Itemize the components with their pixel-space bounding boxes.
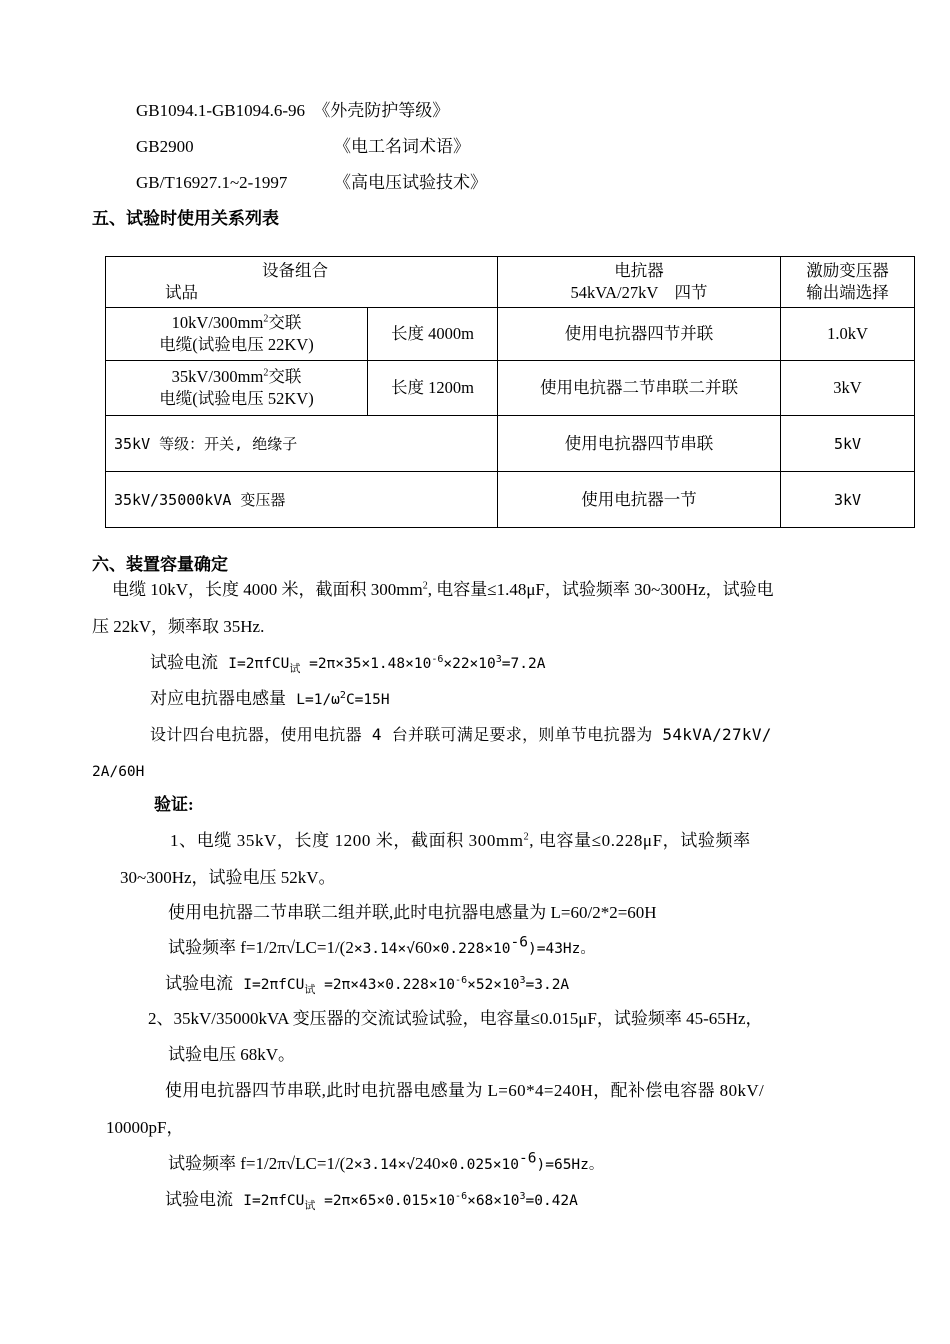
section-heading: 六、装置容量确定 <box>92 555 228 574</box>
text: ×68×10 <box>467 1193 520 1209</box>
header-reactor: 电抗器 <box>614 261 664 280</box>
text: 1、电缆 35kV，长度 1200 米，截面积 300mm <box>170 831 524 850</box>
superscript: 3 <box>519 1191 526 1203</box>
paragraph-line: 2、35kV/35000kVA 变压器的交流试验试验，电容量≤0.015μF，试验频率 45-65Hz， <box>148 1009 763 1028</box>
formula-line <box>165 973 569 996</box>
text: L=1/ω <box>296 692 340 708</box>
sample-cell <box>106 308 368 361</box>
standard-line-2 <box>136 136 470 158</box>
output-cell: 3kV <box>781 361 915 416</box>
header-transformer-output: 输出端选择 <box>806 283 889 302</box>
superscript: 2 <box>523 831 530 843</box>
sample-sup: 2 <box>263 313 269 325</box>
text: 电缆 10kV，长度 4000 米，截面积 300mm <box>112 580 423 599</box>
paragraph-line: 使用电抗器二节串联二组并联,此时电抗器电感量为 L=60/2*2=60H <box>168 903 657 922</box>
text: I=2πfCU <box>243 1193 305 1209</box>
standard-title: 《高电压试验技术》 <box>334 173 487 192</box>
formula-label: 试验电流 <box>165 1190 233 1209</box>
sample-text: 交联 <box>268 313 302 332</box>
text: =2π×43×0.228×10 <box>324 977 456 993</box>
sample-cell: 35kV/35000kVA 变压器 <box>106 472 498 528</box>
header-reactor-spec: 54kVA/27kV 四节 <box>570 283 708 302</box>
text: =3.2A <box>525 977 570 993</box>
reactor-cell: 使用电抗器一节 <box>498 472 781 528</box>
output-cell: 1.0kV <box>781 308 915 361</box>
sample-sup: 2 <box>263 367 269 379</box>
text: ×0.228×10 <box>431 941 511 957</box>
formula-line <box>168 1150 604 1176</box>
sample-text: 10kV/300mm <box>171 313 264 332</box>
superscript: -6 <box>510 934 528 951</box>
text: , 电容量≤1.48μF，试验频率 30~300Hz，试验电 <box>427 580 774 599</box>
paragraph-line <box>170 830 751 852</box>
superscript: -6 <box>455 1191 468 1203</box>
paragraph-line: 10000pF， <box>106 1118 184 1137</box>
formula-line <box>150 652 545 675</box>
sample-cell: 35kV 等级：开关, 绝缘子 <box>106 416 498 472</box>
standard-title: 《外壳防护等级》 <box>313 101 450 120</box>
text: ×52×10 <box>467 977 520 993</box>
text: ×3.14×√ <box>353 941 415 957</box>
paragraph-line: 设计四台电抗器，使用电抗器 4 台并联可满足要求，则单节电抗器为 54kVA/27kV/ <box>150 725 772 744</box>
output-cell: 5kV <box>781 416 915 472</box>
formula-label: 对应电抗器电感量 <box>150 689 286 708</box>
formula-line <box>165 1189 578 1212</box>
superscript: -6 <box>431 654 444 666</box>
paragraph-line: 2A/60H <box>92 764 145 780</box>
section-heading: 五、试验时使用关系列表 <box>92 209 279 228</box>
text: 试验频率 f=1/2π√LC=1/(2 <box>168 1154 354 1173</box>
reactor-cell: 使用电抗器二节串联二并联 <box>498 361 781 416</box>
paragraph-line: 30~300Hz，试验电压 52kV。 <box>120 868 336 887</box>
formula <box>296 692 389 708</box>
text: ×3.14×√ <box>353 1157 415 1173</box>
text: =2π×35×1.48×10 <box>309 656 432 672</box>
table-row <box>106 308 915 361</box>
table-header-row <box>106 257 915 308</box>
superscript: -6 <box>455 975 468 987</box>
subscript: 试 <box>289 661 301 675</box>
standard-code: GB2900 <box>136 137 194 156</box>
formula <box>228 654 546 675</box>
formula-line <box>150 688 390 711</box>
text: ×0.025×10 <box>440 1157 520 1173</box>
formula-label: 试验电流 <box>150 653 218 672</box>
superscript: 3 <box>495 654 502 666</box>
text: I=2πfCU <box>228 656 290 672</box>
standard-title: 《电工名词术语》 <box>334 137 470 156</box>
formula <box>243 975 570 996</box>
standard-line-1 <box>136 100 449 122</box>
standard-code: GB/T16927.1~2-1997 <box>136 173 288 192</box>
sample-text: 电缆(试验电压 52KV) <box>159 389 314 408</box>
text: I=2πfCU <box>243 977 305 993</box>
text: =0.42A <box>525 1193 578 1209</box>
length-cell: 长度 1200m <box>368 361 498 416</box>
superscript: 3 <box>519 975 526 987</box>
header-sample: 试品 <box>165 283 198 302</box>
output-cell: 3kV <box>781 472 915 528</box>
standard-line-3 <box>136 172 487 194</box>
paragraph-line <box>112 579 774 601</box>
header-transformer: 激励变压器 <box>806 261 889 280</box>
sample-cell <box>106 361 368 416</box>
table-row <box>106 416 915 472</box>
verify-heading: 验证: <box>154 795 194 814</box>
standard-code: GB1094.1-GB1094.6-96 <box>136 101 306 120</box>
text: ×22×10 <box>443 656 496 672</box>
subscript: 试 <box>304 982 316 996</box>
length-cell: 长度 4000m <box>368 308 498 361</box>
reactor-cell: 使用电抗器四节串联 <box>498 416 781 472</box>
paragraph-line: 压 22kV，频率取 35Hz. <box>92 617 265 636</box>
text: =2π×65×0.015×10 <box>324 1193 456 1209</box>
sample-text: 电缆(试验电压 22KV) <box>159 335 314 354</box>
table-row <box>106 361 915 416</box>
subscript: 试 <box>304 1198 316 1212</box>
relation-table <box>105 256 915 528</box>
formula <box>243 1191 578 1212</box>
sample-text: 交联 <box>268 367 302 386</box>
text: , 电容量≤0.228μF，试验频率 <box>529 831 751 850</box>
formula-label: 试验电流 <box>165 974 233 993</box>
reactor-cell: 使用电抗器四节并联 <box>498 308 781 361</box>
table-row <box>106 472 915 528</box>
text: 240 <box>414 1154 441 1173</box>
header-combo: 设备组合 <box>262 261 328 280</box>
paragraph-line: 试验电压 68kV。 <box>168 1045 296 1064</box>
superscript: -6 <box>519 1150 537 1167</box>
header-combo-cell <box>106 257 498 308</box>
superscript: 2 <box>339 690 346 702</box>
superscript: 2 <box>422 580 428 592</box>
header-reactor-cell <box>498 257 781 308</box>
text: C=15H <box>345 692 390 708</box>
text: 试验频率 f=1/2π√LC=1/(2 <box>168 938 354 957</box>
text: )=65Hz。 <box>536 1157 604 1173</box>
text: )=43Hz。 <box>528 941 595 957</box>
text: =7.2A <box>501 656 546 672</box>
paragraph-line: 使用电抗器四节串联,此时电抗器电感量为 L=60*4=240H，配补偿电容器 80kV/ <box>165 1081 765 1100</box>
sample-text: 35kV/300mm <box>171 367 264 386</box>
header-transformer-cell <box>781 257 915 308</box>
formula-line <box>168 934 595 960</box>
text: 60 <box>414 938 432 957</box>
